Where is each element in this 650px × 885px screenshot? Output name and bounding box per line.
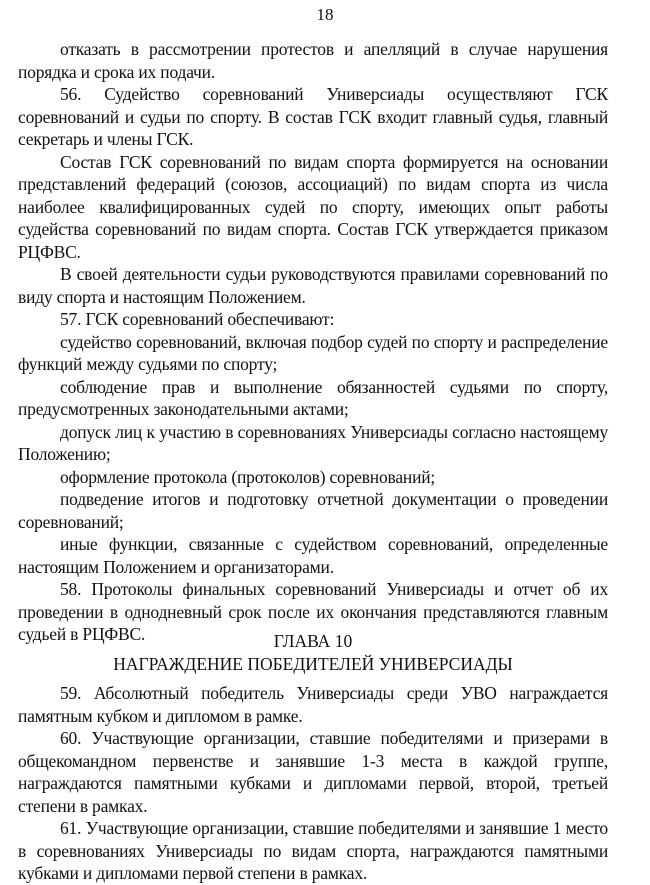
paragraph: 60. Участвующие организации, ставшие победителями и призерами в общекомандном первенстве и занявшие 1-3 места в каждой группе, награждаются памятными кубками и дипломами первой, второй, третьей степени в рамках. <box>18 728 608 816</box>
paragraph: допуск лиц к участию в соревнованиях Универсиады согласно настоящему Положению; <box>18 421 608 464</box>
paragraph: подведение итогов и подготовку отчетной документации о проведении соревнований; <box>18 489 608 532</box>
paragraph: судейство соревнований, включая подбор судей по спорту и распределение функций между судьями по спорту; <box>18 331 608 374</box>
page-number: 18 <box>316 5 334 24</box>
chapter-number: ГЛАВА 10 <box>273 631 353 651</box>
paragraph: Состав ГСК соревнований по видам спорта формируется на основании представлений федераций (союзов, ассоциаций) по видам спорта из числа наиболее квалифицированных судей по спорту, имеющих опыт работы судейства соревнований по видам спорта. Состав ГСК утверждается приказом РЦФВС. <box>18 151 608 262</box>
chapter-title: НАГРАЖДЕНИЕ ПОБЕДИТЕЛЕЙ УНИВЕРСИАДЫ <box>113 653 513 674</box>
paragraph: В своей деятельности судьи руководствуются правилами соревнований по виду спорта и настоящим Положением. <box>18 264 608 307</box>
paragraph: 61. Участвующие организации, ставшие победителями и занявшие 1 место в соревнованиях Универсиады по видам спорта, награждаются памятными кубками и дипломами первой степени в рамках. <box>18 818 608 883</box>
section-before-chapter <box>18 38 608 646</box>
paragraph: соблюдение прав и выполнение обязанностей судьями по спорту, предусмотренных законодательными актами; <box>18 376 608 419</box>
paragraph: 59. Абсолютный победитель Универсиады среди УВО награждается памятным кубком и дипломом в рамке. <box>18 683 608 726</box>
chapter-heading <box>18 630 608 675</box>
section-after-chapter <box>18 682 608 885</box>
paragraph: оформление протокола (протоколов) соревнований; <box>60 466 436 487</box>
paragraph: иные функции, связанные с судейством соревнований, определенные настоящим Положением и организаторами. <box>18 534 608 577</box>
paragraph: 56. Судейство соревнований Универсиады осуществляют ГСК соревнований и судьи по спорту. В состав ГСК входит главный судья, главный секретарь и члены ГСК. <box>18 84 608 149</box>
paragraph: 58. Протоколы финальных соревнований Универсиады и отчет об их проведении в однодневный срок после их окончания представляются главным судьей в РЦФВС. <box>18 579 608 644</box>
paragraph: отказать в рассмотрении протестов и апелляций в случае нарушения порядка и срока их подачи. <box>18 39 608 82</box>
paragraph: 57. ГСК соревнований обеспечивают: <box>60 309 335 329</box>
